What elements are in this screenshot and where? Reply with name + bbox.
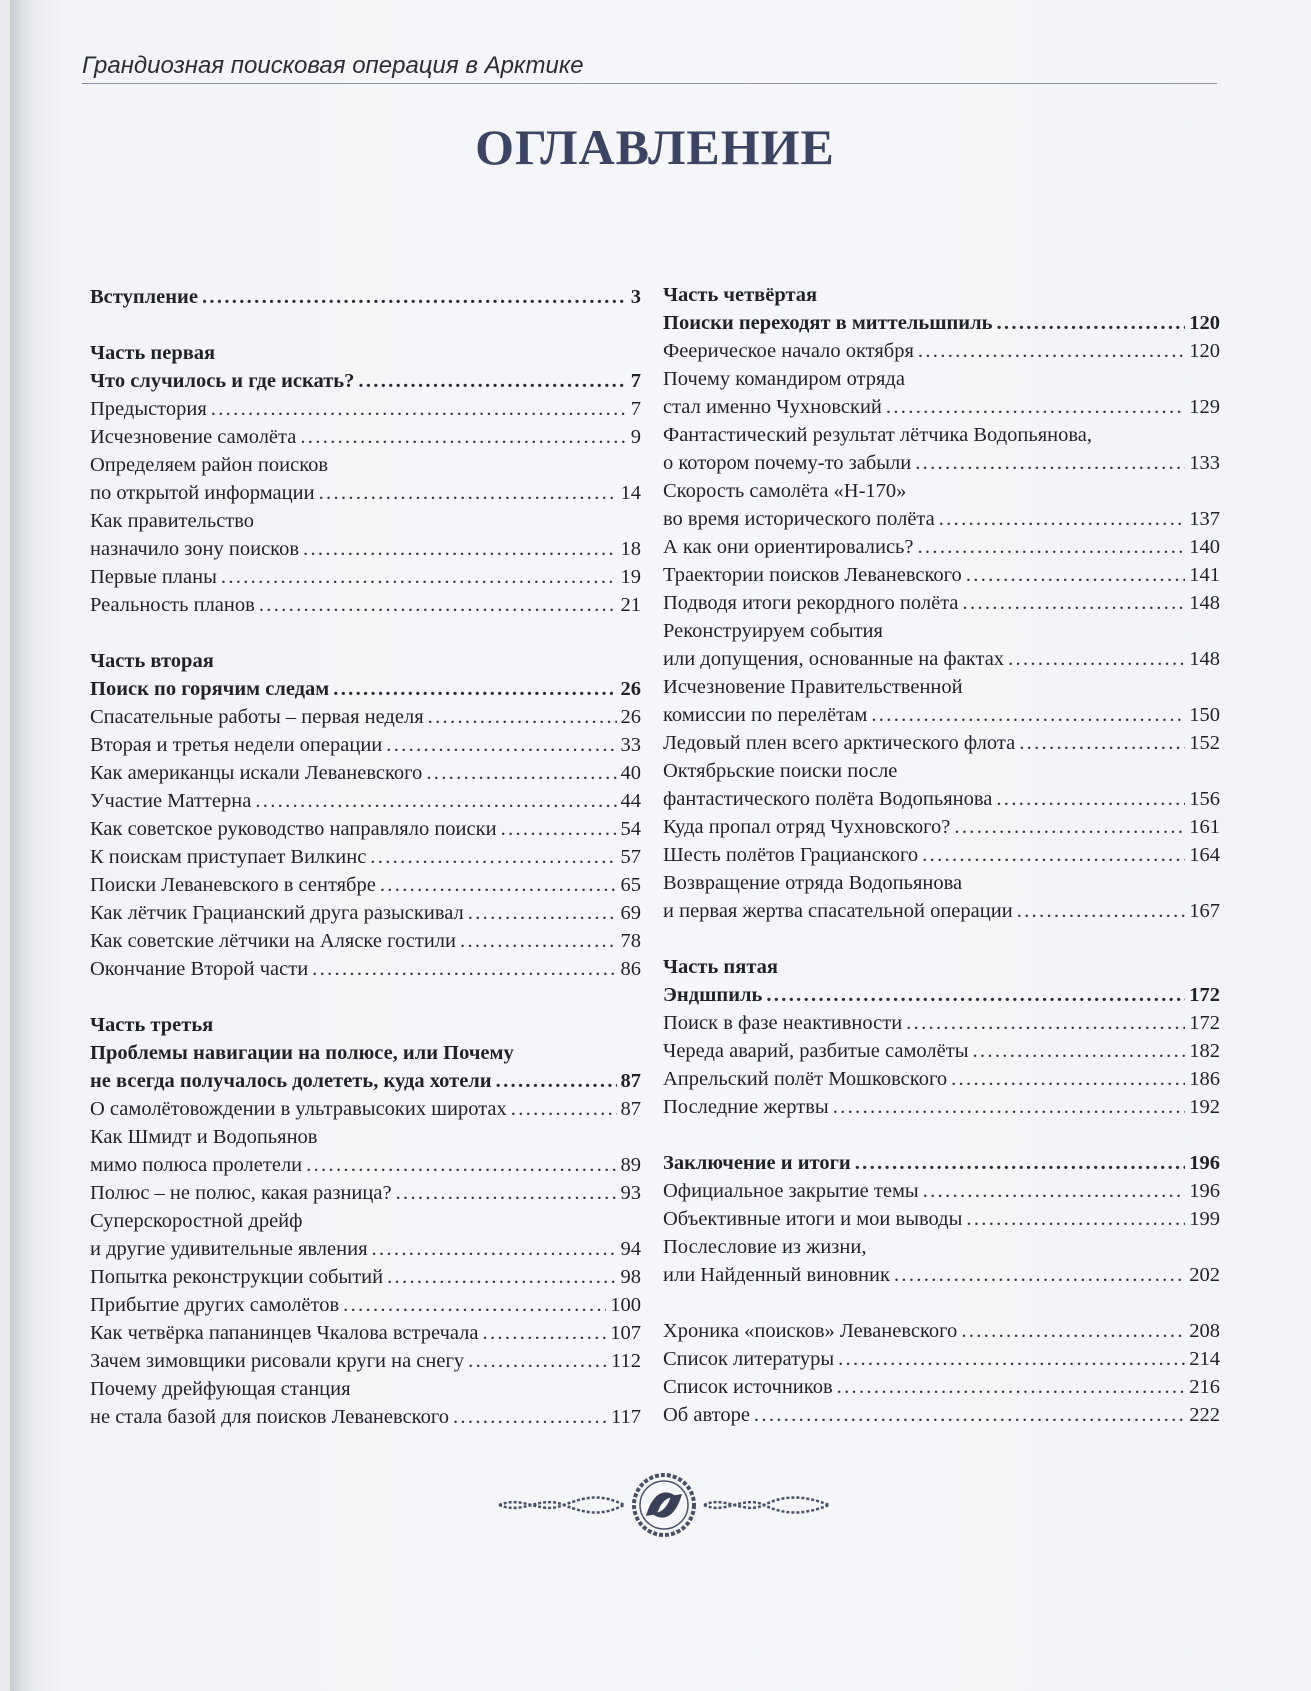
toc-entry-line1: Определяем район поисков	[90, 454, 329, 476]
running-head: Грандиозная поисковая операция в Арктике	[82, 52, 584, 79]
toc-entry-line1: Октябрьские поиски после	[663, 760, 898, 782]
toc-entry-line1: Исчезновение Правительственной	[663, 676, 963, 698]
toc-entry: Первые планы . . . 19	[90, 563, 641, 591]
toc-entry: Как американцы искали Леваневского . . . 40	[90, 759, 641, 787]
toc-entry: назначило зону поисков . . . 18	[90, 535, 641, 563]
toc-entry: мимо полюса пролетели . . . 89	[90, 1151, 641, 1179]
toc-entry-line1: Суперскоростной дрейф	[90, 1210, 303, 1232]
part-label: Часть вторая	[90, 650, 214, 672]
toc-entry-line1: Как Шмидт и Водопьянов	[90, 1126, 318, 1148]
toc-entry: Прибытие других самолётов . . . 100	[90, 1291, 641, 1319]
toc-entry-line1: Как правительство	[90, 510, 255, 532]
toc-entry: или Найденный виновник . . . 202	[663, 1261, 1220, 1289]
toc-entry: Куда пропал отряд Чухновского? . . . 161	[663, 813, 1220, 841]
rope-knot-ornament-icon	[494, 1470, 834, 1540]
toc-entry: Подводя итоги рекордного полёта . . . 148	[663, 589, 1220, 617]
toc-entry: Вторая и третья недели операции . . . 33	[90, 731, 641, 759]
toc-entry: Список источников . . . 216	[663, 1373, 1220, 1401]
toc-entry: и первая жертва спасательной операции . . . 167	[663, 897, 1220, 925]
toc-entry-line1: Возвращение отряда Водопьянова	[663, 872, 963, 894]
toc-entry: стал именно Чухновский . . . 129	[663, 393, 1220, 421]
toc-entry: и другие удивительные явления . . . 94	[90, 1235, 641, 1263]
toc-entry-line1: Скорость самолёта «Н-170»	[663, 480, 907, 502]
page-spine-shadow	[10, 0, 32, 1691]
toc-entry: Ледовый плен всего арктического флота . . . 152	[663, 729, 1220, 757]
part-label: Часть пятая	[663, 956, 778, 978]
toc-entry: Как лётчик Грацианский друга разыскивал . . . 69	[90, 899, 641, 927]
toc-entry: не стала базой для поисков Леваневского . . . 117	[90, 1403, 641, 1431]
toc-part-head: Поиск по горячим следам . . . 26	[90, 675, 641, 703]
toc-entry: Полюс – не полюс, какая разница? . . . 93	[90, 1179, 641, 1207]
toc-entry: комиссии по перелётам . . . 150	[663, 701, 1220, 729]
toc-entry: Попытка реконструкции событий . . . 98	[90, 1263, 641, 1291]
toc-entry: А как они ориентировались? . . . 140	[663, 533, 1220, 561]
toc-entry-line1: Почему командиром отряда	[663, 368, 905, 390]
toc-entry: о котором почему-то забыли . . . 133	[663, 449, 1220, 477]
toc-left-column	[90, 283, 641, 1431]
part-label: Часть первая	[90, 342, 216, 364]
toc-part-head: Что случилось и где искать? . . . 7	[90, 367, 641, 395]
toc-entry: Спасательные работы – первая неделя . . . 26	[90, 703, 641, 731]
toc-entry: Как советские лётчики на Аляске гостили . . . 78	[90, 927, 641, 955]
toc-entry: Последние жертвы . . . 192	[663, 1093, 1220, 1121]
toc-entry: Шесть полётов Грацианского . . . 164	[663, 841, 1220, 869]
toc-entry: Исчезновение самолёта . . . 9	[90, 423, 641, 451]
toc-entry: Как четвёрка папанинцев Чкалова встречала . . . 107	[90, 1319, 641, 1347]
toc-entry: Череда аварий, разбитые самолёты . . . 182	[663, 1037, 1220, 1065]
toc-entry: Об авторе . . . 222	[663, 1401, 1220, 1429]
toc-entry: по открытой информации . . . 14	[90, 479, 641, 507]
toc-entry: Окончание Второй части . . . 86	[90, 955, 641, 983]
page-title: ОГЛАВЛЕНИЕ	[475, 119, 835, 175]
toc-part-head: не всегда получалось долететь, куда хотели . . . 87	[90, 1067, 641, 1095]
toc-entry-line1: Реконструируем события	[663, 620, 883, 642]
toc-entry: Траектории поисков Леваневского . . . 141	[663, 561, 1220, 589]
toc-entry-line1: Фантастический результат лётчика Водопьянова,	[663, 424, 1092, 446]
toc-entry: К поискам приступает Вилкинс . . . 57	[90, 843, 641, 871]
toc-entry: фантастического полёта Водопьянова . . . 156	[663, 785, 1220, 813]
toc-entry: Поиски Леваневского в сентябре . . . 65	[90, 871, 641, 899]
header-rule	[82, 83, 1217, 84]
toc-entry-line1: Послесловие из жизни,	[663, 1236, 867, 1258]
part-label: Часть третья	[90, 1014, 214, 1036]
toc-entry-line1: Почему дрейфующая станция	[90, 1378, 351, 1400]
toc-entry: или допущения, основанные на фактах . . . 148	[663, 645, 1220, 673]
toc-entry: Хроника «поисков» Леваневского . . . 208	[663, 1317, 1220, 1345]
toc-entry: Поиск в фазе неактивности . . . 172	[663, 1009, 1220, 1037]
part-label: Часть четвёртая	[663, 284, 818, 306]
toc-entry: Официальное закрытие темы . . . 196	[663, 1177, 1220, 1205]
toc-entry: Реальность планов . . . 21	[90, 591, 641, 619]
toc-entry: О самолётовождении в ультравысоких широтах . . . 87	[90, 1095, 641, 1123]
book-page	[10, 0, 1311, 1691]
toc-entry: Объективные итоги и мои выводы . . . 199	[663, 1205, 1220, 1233]
toc-part-head: Поиски переходят в миттельшпиль . . . 120	[663, 309, 1220, 337]
toc-part-head: Эндшпиль . . . 172	[663, 981, 1220, 1009]
toc-entry: Феерическое начало октября . . . 120	[663, 337, 1220, 365]
toc-right-column	[663, 281, 1220, 1429]
toc-entry: Как советское руководство направляло поиски . . . 54	[90, 815, 641, 843]
toc-entry: Участие Маттерна . . . 44	[90, 787, 641, 815]
toc-entry: Апрельский полёт Мошковского . . . 186	[663, 1065, 1220, 1093]
toc-entry: Список литературы . . . 214	[663, 1345, 1220, 1373]
toc-part-head-line1: Проблемы навигации на полюсе, или Почему	[90, 1042, 514, 1064]
toc-entry: во время исторического полёта . . . 137	[663, 505, 1220, 533]
toc-conclusion-head: Заключение и итоги . . . 196	[663, 1149, 1220, 1177]
toc-entry-intro: Вступление . . . 3	[90, 283, 641, 311]
toc-entry: Предыстория . . . 7	[90, 395, 641, 423]
toc-entry: Зачем зимовщики рисовали круги на снегу . . . 112	[90, 1347, 641, 1375]
